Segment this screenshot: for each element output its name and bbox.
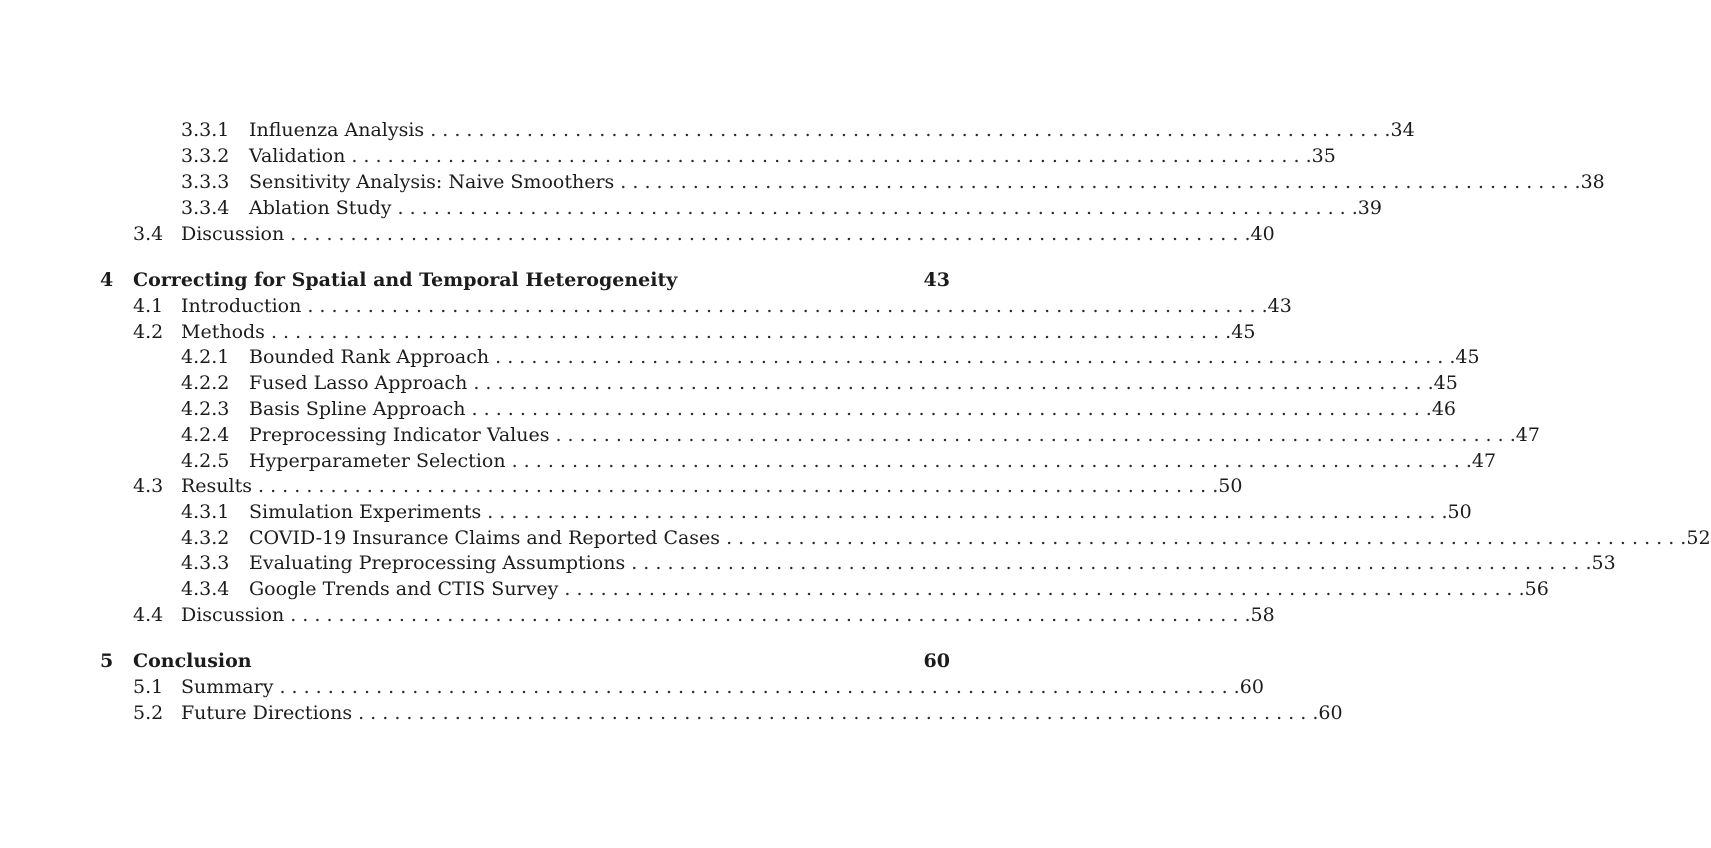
toc-number: 4.2.5 bbox=[181, 450, 230, 472]
toc-leader-dots: . . . . . . . . . . . . . . . . . . . . . . . . . . . . . . . . . . . . . . . . . . . . . . . . . . . . . . . . . . . . . . . . . . . . . . . . . . . . . . . . bbox=[290, 223, 1251, 245]
toc-number: 4.3.3 bbox=[181, 552, 230, 574]
toc-section[interactable] bbox=[133, 221, 1275, 247]
toc-subsection[interactable] bbox=[181, 143, 1336, 169]
toc-leader-dots: . . . . . . . . . . . . . . . . . . . . . . . . . . . . . . . . . . . . . . . . . . . . . . . . . . . . . . . . . . . . . . . . . . . . . . . . . . . . . . . . bbox=[620, 171, 1581, 193]
toc-leader-dots: . . . . . . . . . . . . . . . . . . . . . . . . . . . . . . . . . . . . . . . . . . . . . . . . . . . . . . . . . . . . . . . . . . . . . . . . . . . . . . . . bbox=[555, 424, 1516, 446]
toc-title: Introduction bbox=[181, 293, 307, 319]
toc-leader-dots: . . . . . . . . . . . . . . . . . . . . . . . . . . . . . . . . . . . . . . . . . . . . . . . . . . . . . . . . . . . . . . . . . . . . . . . . . . . . . . . . bbox=[270, 321, 1232, 343]
toc-title: Hyperparameter Selection bbox=[249, 448, 512, 474]
toc-title: Sensitivity Analysis: Naive Smoothers bbox=[249, 169, 620, 195]
toc-number: 5 bbox=[100, 650, 114, 672]
toc-leader-dots: . . . . . . . . . . . . . . . . . . . . . . . . . . . . . . . . . . . . . . . . . . . . . . . . . . . . . . . . . . . . . . . . . . . . . . . . . . . . . . . . bbox=[726, 527, 1687, 549]
toc-number: 4.1 bbox=[133, 295, 164, 317]
toc-number: 4.4 bbox=[133, 604, 164, 626]
toc-number: 4.3.2 bbox=[181, 527, 230, 549]
toc-page-number: 60 bbox=[910, 648, 950, 674]
toc-title: Preprocessing Indicator Values bbox=[249, 422, 555, 448]
toc-page-number: 60 bbox=[1239, 676, 1264, 698]
toc-page-number: 60 bbox=[1318, 702, 1343, 724]
toc-leader-dots: . . . . . . . . . . . . . . . . . . . . . . . . . . . . . . . . . . . . . . . . . . . . . . . . . . . . . . . . . . . . . . . . . . . . . . . . . . . . . . . . bbox=[351, 145, 1312, 167]
toc-page-number: 45 bbox=[1455, 346, 1480, 368]
toc-title: Summary bbox=[181, 674, 279, 700]
toc-subsection[interactable] bbox=[181, 195, 1382, 221]
toc-title: Correcting for Spatial and Temporal Heterogeneity bbox=[133, 267, 683, 293]
toc-subsection[interactable] bbox=[181, 422, 1540, 448]
toc-page-number: 47 bbox=[1471, 450, 1497, 472]
toc-leader-dots: . . . . . . . . . . . . . . . . . . . . . . . . . . . . . . . . . . . . . . . . . . . . . . . . . . . . . . . . . . . . . . . . . . . . . . . . . . . . . . . . bbox=[473, 372, 1434, 394]
toc-title: COVID-19 Insurance Claims and Reported Cases bbox=[249, 525, 726, 551]
toc-number: 4.2.4 bbox=[181, 424, 230, 446]
toc-page-number: 39 bbox=[1357, 197, 1382, 219]
toc-subsection[interactable] bbox=[181, 344, 1480, 370]
toc-title: Conclusion bbox=[133, 648, 258, 674]
toc-page-number: 43 bbox=[1267, 295, 1292, 317]
toc-number: 4.2 bbox=[133, 321, 164, 343]
toc-number: 4.3.1 bbox=[181, 501, 230, 523]
toc-page-number: 50 bbox=[1218, 475, 1243, 497]
toc-section[interactable] bbox=[133, 674, 1264, 700]
toc-number: 4.3.4 bbox=[181, 578, 230, 600]
toc-title: Simulation Experiments bbox=[249, 499, 487, 525]
toc-number: 3.3.2 bbox=[181, 145, 230, 167]
toc-page-number: 35 bbox=[1311, 145, 1336, 167]
toc-section[interactable] bbox=[133, 473, 1243, 499]
toc-section[interactable] bbox=[133, 293, 1292, 319]
toc-page-number: 47 bbox=[1515, 424, 1540, 446]
toc-title: Fused Lasso Approach bbox=[249, 370, 473, 396]
toc-subsection[interactable] bbox=[181, 117, 1415, 143]
toc-subsection[interactable] bbox=[181, 396, 1457, 422]
toc-page-number: 38 bbox=[1580, 171, 1605, 193]
toc-leader-dots: . . . . . . . . . . . . . . . . . . . . . . . . . . . . . . . . . . . . . . . . . . . . . . . . . . . . . . . . . . . . . . . . . . . . . . . . . . . . . . . . bbox=[279, 676, 1240, 698]
toc-title: Ablation Study bbox=[249, 195, 398, 221]
toc-number: 4.2.2 bbox=[181, 372, 230, 394]
toc-page-number: 46 bbox=[1431, 398, 1457, 420]
toc-title: Future Directions bbox=[181, 700, 358, 726]
toc-page-number: 53 bbox=[1591, 552, 1616, 574]
toc-page-number: 52 bbox=[1686, 527, 1711, 549]
toc-leader-dots: . . . . . . . . . . . . . . . . . . . . . . . . . . . . . . . . . . . . . . . . . . . . . . . . . . . . . . . . . . . . . . . . . . . . . . . . . . . . . . . . bbox=[495, 346, 1456, 368]
toc-page-number: 50 bbox=[1447, 501, 1472, 523]
toc-title: Bounded Rank Approach bbox=[249, 344, 495, 370]
toc-number: 4.2.3 bbox=[181, 398, 230, 420]
toc-number: 3.3.4 bbox=[181, 197, 230, 219]
toc-leader-dots: . . . . . . . . . . . . . . . . . . . . . . . . . . . . . . . . . . . . . . . . . . . . . . . . . . . . . . . . . . . . . . . . . . . . . . . . . . . . . . . . bbox=[631, 552, 1592, 574]
toc-number: 5.2 bbox=[133, 702, 164, 724]
toc-number: 4.2.1 bbox=[181, 346, 230, 368]
toc-leader-dots: . . . . . . . . . . . . . . . . . . . . . . . . . . . . . . . . . . . . . . . . . . . . . . . . . . . . . . . . . . . . . . . . . . . . . . . . . . . . . . . . bbox=[307, 295, 1268, 317]
toc-title: Influenza Analysis bbox=[249, 117, 430, 143]
toc-number: 3.4 bbox=[133, 223, 164, 245]
toc-title: Discussion bbox=[181, 221, 290, 247]
toc-leader-dots: . . . . . . . . . . . . . . . . . . . . . . . . . . . . . . . . . . . . . . . . . . . . . . . . . . . . . . . . . . . . . . . . . . . . . . . . . . . . . . . . bbox=[487, 501, 1448, 523]
toc-leader-dots: . . . . . . . . . . . . . . . . . . . . . . . . . . . . . . . . . . . . . . . . . . . . . . . . . . . . . . . . . . . . . . . . . . . . . . . . . . . . . . . . bbox=[358, 702, 1319, 724]
toc-section[interactable] bbox=[133, 319, 1256, 345]
toc-page-number: 45 bbox=[1231, 321, 1256, 343]
toc-subsection[interactable] bbox=[181, 499, 1472, 525]
toc-page-number: 40 bbox=[1250, 223, 1275, 245]
toc-number: 3.3.3 bbox=[181, 171, 230, 193]
toc-page-number: 58 bbox=[1250, 604, 1275, 626]
toc-leader-dots: . . . . . . . . . . . . . . . . . . . . . . . . . . . . . . . . . . . . . . . . . . . . . . . . . . . . . . . . . . . . . . . . . . . . . . . . . . . . . . . . bbox=[511, 450, 1472, 472]
toc-number: 5.1 bbox=[133, 676, 164, 698]
toc-subsection[interactable] bbox=[181, 576, 1549, 602]
toc-page-number: 43 bbox=[910, 267, 950, 293]
toc-page-number: 45 bbox=[1433, 372, 1458, 394]
toc-title: Evaluating Preprocessing Assumptions bbox=[249, 550, 631, 576]
toc-subsection[interactable] bbox=[181, 550, 1616, 576]
toc-chapter[interactable] bbox=[100, 648, 950, 674]
toc-leader-dots: . . . . . . . . . . . . . . . . . . . . . . . . . . . . . . . . . . . . . . . . . . . . . . . . . . . . . . . . . . . . . . . . . . . . . . . . . . . . . . . . bbox=[471, 398, 1432, 420]
toc-title: Methods bbox=[181, 319, 271, 345]
toc-number: 4 bbox=[100, 269, 114, 291]
toc-section[interactable] bbox=[133, 700, 1343, 726]
toc-subsection[interactable] bbox=[181, 448, 1497, 474]
toc-leader-dots: . . . . . . . . . . . . . . . . . . . . . . . . . . . . . . . . . . . . . . . . . . . . . . . . . . . . . . . . . . . . . . . . . . . . . . . . . . . . . . . . bbox=[430, 119, 1391, 141]
toc-leader-dots: . . . . . . . . . . . . . . . . . . . . . . . . . . . . . . . . . . . . . . . . . . . . . . . . . . . . . . . . . . . . . . . . . . . . . . . . . . . . . . . . bbox=[290, 604, 1251, 626]
toc-title: Validation bbox=[249, 143, 351, 169]
toc-leader-dots: . . . . . . . . . . . . . . . . . . . . . . . . . . . . . . . . . . . . . . . . . . . . . . . . . . . . . . . . . . . . . . . . . . . . . . . . . . . . . . . . bbox=[258, 475, 1219, 497]
toc-page-number: 34 bbox=[1390, 119, 1415, 141]
toc-chapter[interactable] bbox=[100, 267, 950, 293]
toc-subsection[interactable] bbox=[181, 370, 1458, 396]
toc-leader-dots: . . . . . . . . . . . . . . . . . . . . . . . . . . . . . . . . . . . . . . . . . . . . . . . . . . . . . . . . . . . . . . . . . . . . . . . . . . . . . . . . bbox=[564, 578, 1525, 600]
toc-title: Discussion bbox=[181, 602, 290, 628]
toc-subsection[interactable] bbox=[181, 169, 1605, 195]
toc-leader-dots: . . . . . . . . . . . . . . . . . . . . . . . . . . . . . . . . . . . . . . . . . . . . . . . . . . . . . . . . . . . . . . . . . . . . . . . . . . . . . . . . bbox=[397, 197, 1358, 219]
toc-number: 3.3.1 bbox=[181, 119, 230, 141]
toc-title: Basis Spline Approach bbox=[249, 396, 472, 422]
toc-subsection[interactable] bbox=[181, 525, 1711, 551]
toc-title: Results bbox=[181, 473, 258, 499]
toc-section[interactable] bbox=[133, 602, 1275, 628]
toc-page-number: 56 bbox=[1524, 578, 1549, 600]
toc-title: Google Trends and CTIS Survey bbox=[249, 576, 564, 602]
toc-number: 4.3 bbox=[133, 475, 164, 497]
